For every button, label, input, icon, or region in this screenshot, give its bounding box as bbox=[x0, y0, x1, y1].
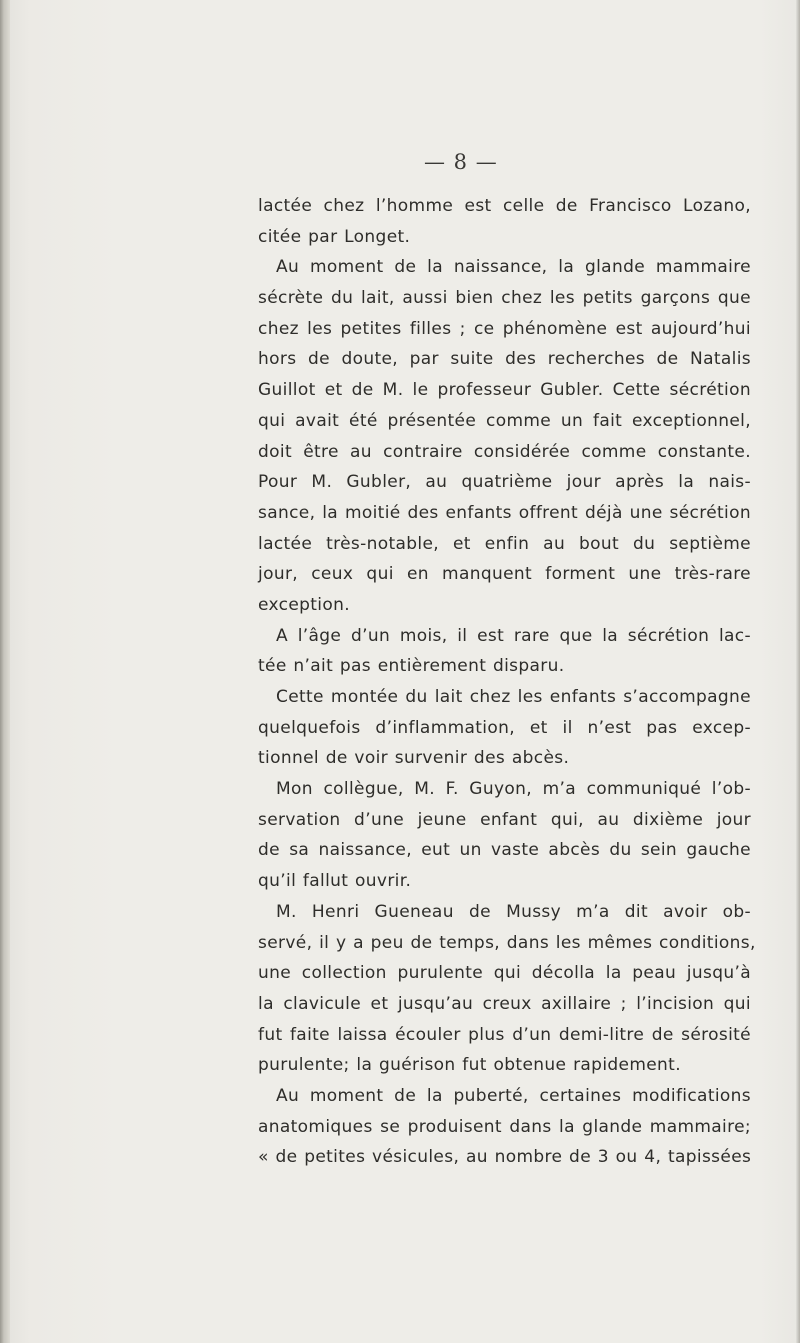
text-line: quelquefois d’inflammation, et il n’est pas excep- bbox=[258, 717, 751, 738]
page-right-edge bbox=[796, 0, 800, 1343]
text-line: jour, ceux qui en manquent forment une très-rare bbox=[258, 564, 751, 585]
text-line: tée n’ait pas entièrement disparu. bbox=[258, 656, 565, 677]
text-line: Pour M. Gubler, au quatrième jour après la nais- bbox=[258, 472, 751, 493]
text-line: hors de doute, par suite des recherches de Natalis bbox=[258, 349, 751, 370]
text-line: « de petites vésicules, au nombre de 3 ou 4, tapissées bbox=[258, 1147, 752, 1168]
text-line: Cette montée du lait chez les enfants s’accompagne bbox=[276, 687, 751, 707]
text-line: Mon collègue, M. F. Guyon, m’a communiqué l’ob- bbox=[276, 779, 751, 800]
text-line: lactée chez l’homme est celle de Francisco Lozano, bbox=[258, 196, 751, 216]
text-line: fut faite laissa écouler plus d’un demi-litre de sérosité bbox=[258, 1024, 751, 1045]
text-line: qui avait été présentée comme un fait exceptionnel, bbox=[258, 410, 751, 431]
text-line: exception. bbox=[258, 594, 350, 615]
text-line: la clavicule et jusqu’au creux axillaire ; l’incision qui bbox=[258, 993, 751, 1014]
text-line: M. Henri Gueneau de Mussy m’a dit avoir ob- bbox=[276, 901, 751, 922]
text-line: de sa naissance, eut un vaste abcès du sein gauche bbox=[258, 840, 751, 861]
text-line: Au moment de la puberté, certaines modifications bbox=[276, 1085, 751, 1106]
text-line: une collection purulente qui décolla la peau jusqu’à bbox=[258, 963, 751, 984]
text-line: servation d’une jeune enfant qui, au dixième jour bbox=[258, 809, 751, 830]
text-line: lactée très-notable, et enfin au bout du septième bbox=[258, 533, 751, 554]
text-line: sance, la moitié des enfants offrent déjà une sécrétion bbox=[258, 502, 751, 523]
text-line: doit être au contraire considérée comme constante. bbox=[258, 441, 751, 462]
text-line: A l’âge d’un mois, il est rare que la sécrétion lac- bbox=[276, 625, 751, 646]
text-line: Au moment de la naissance, la glande mammaire bbox=[276, 257, 751, 278]
text-line: chez les petites filles ; ce phénomène est aujourd’hui bbox=[258, 318, 751, 339]
text-line: purulente; la guérison fut obtenue rapidement. bbox=[258, 1055, 681, 1076]
body-text bbox=[258, 191, 756, 1173]
page-number: — 8 — bbox=[424, 150, 498, 174]
text-line: sécrète du lait, aussi bien chez les petits garçons que bbox=[258, 288, 751, 309]
text-line: Guillot et de M. le professeur Gubler. Cette sécrétion bbox=[258, 380, 751, 401]
text-line: qu’il fallut ouvrir. bbox=[258, 871, 412, 892]
text-line: anatomiques se produisent dans la glande mammaire; bbox=[258, 1116, 751, 1137]
text-line: servé, il y a peu de temps, dans les mêmes conditions, bbox=[258, 932, 756, 953]
page-binding-edge bbox=[0, 0, 10, 1343]
text-line: citée par Longet. bbox=[258, 226, 411, 247]
text-line: tionnel de voir survenir des abcès. bbox=[258, 748, 570, 769]
